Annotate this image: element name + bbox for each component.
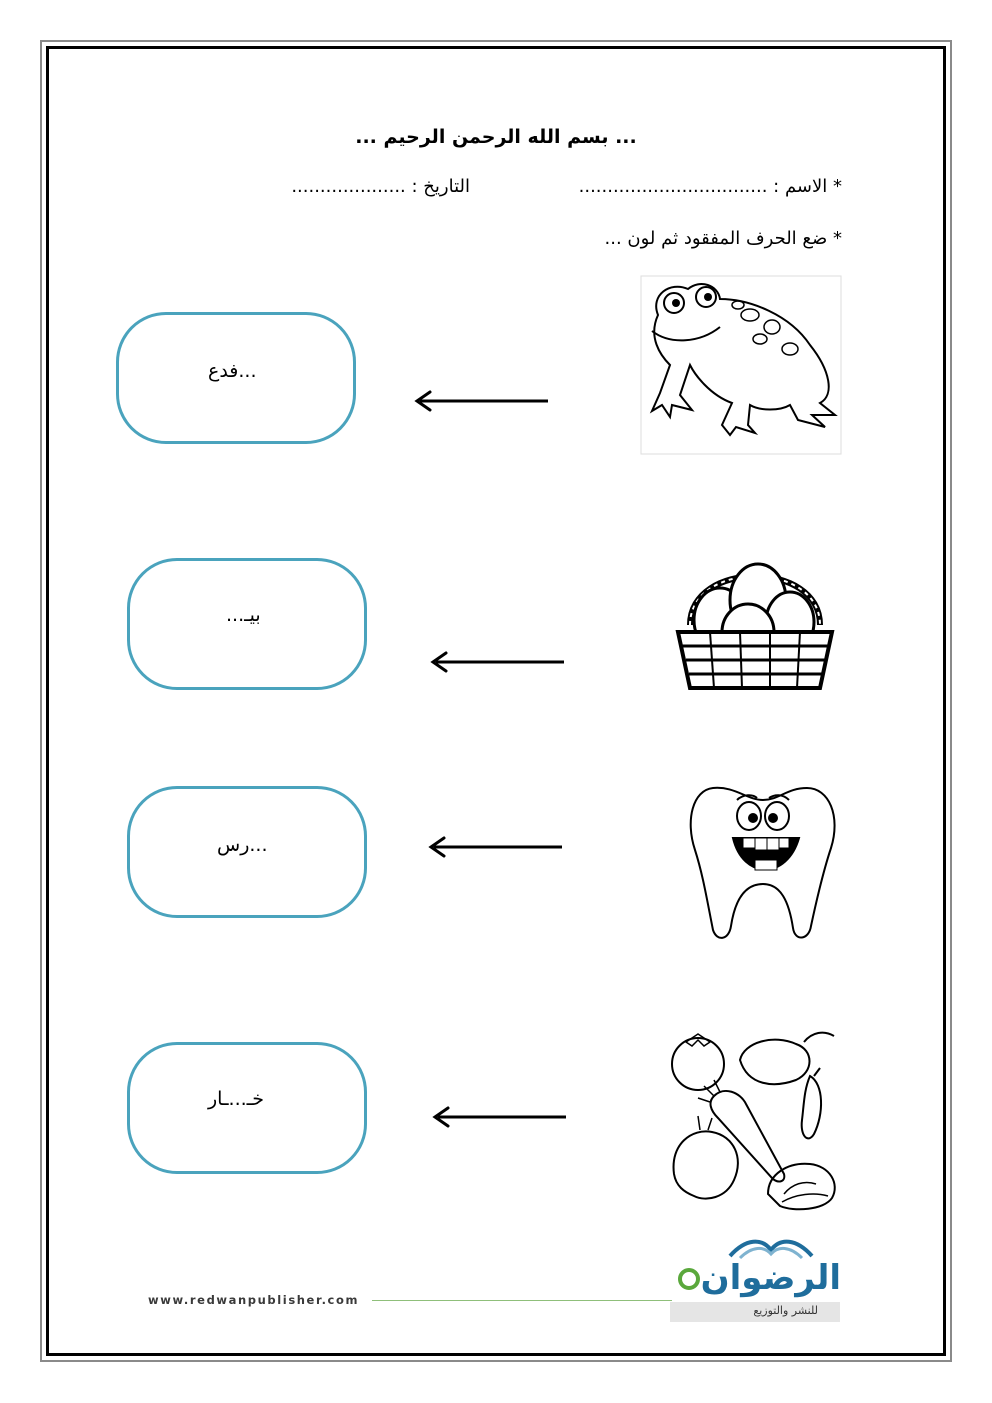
- arrow-left-icon: [412, 390, 552, 412]
- logo-subtitle-bar: [670, 1302, 840, 1322]
- green-swoosh-icon: [676, 1266, 702, 1292]
- word-2: بيـ...: [226, 604, 261, 626]
- word-3: ...رس: [217, 834, 268, 856]
- arrow-left-icon: [430, 1106, 570, 1128]
- date-field-line: التاريخ : ....................: [291, 176, 470, 197]
- book-wave-icon: [726, 1234, 816, 1260]
- frog-picture: [640, 275, 842, 455]
- instruction-text: * ضع الحرف المفقود ثم لون ...: [604, 228, 842, 249]
- egg-basket-picture: [670, 540, 840, 695]
- tooth-picture: [683, 780, 841, 942]
- word-4: خـ...ـار: [208, 1088, 264, 1110]
- arrow-left-icon: [428, 651, 568, 673]
- footer-divider: [372, 1300, 672, 1301]
- vegetables-picture: [664, 1024, 842, 1214]
- arrow-left-icon: [426, 836, 566, 858]
- publisher-url: www.redwanpublisher.com: [148, 1293, 360, 1307]
- basmala-heading: ... بسم الله الرحمن الرحيم ...: [355, 126, 637, 148]
- publisher-logo: [670, 1232, 845, 1324]
- word-1: ...فدع: [208, 360, 257, 382]
- logo-title: الرضوان: [700, 1258, 841, 1298]
- name-field-line: * الاسم : .................................: [578, 176, 842, 197]
- logo-subtitle: للنشر والتوزيع: [753, 1304, 818, 1317]
